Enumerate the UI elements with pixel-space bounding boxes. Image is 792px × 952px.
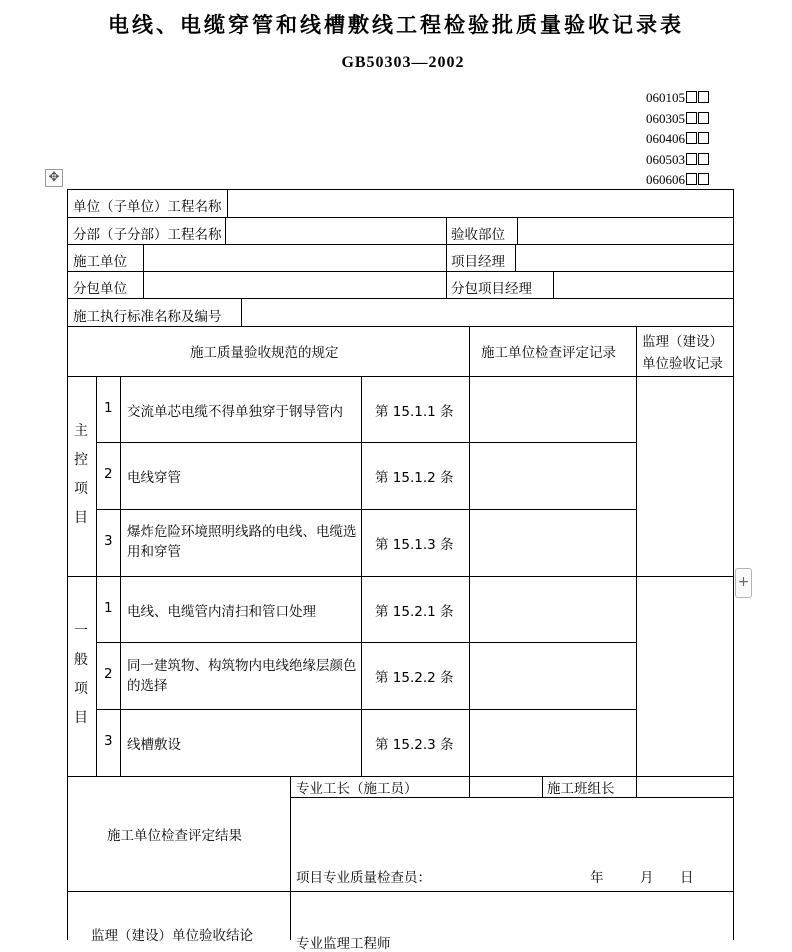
table-rule	[446, 217, 447, 244]
unit-project-label: 单位（子单位）工程名称	[73, 199, 222, 215]
plus-icon[interactable]: +	[735, 568, 752, 598]
construction-unit-label: 施工单位	[73, 254, 127, 270]
date-day: 日	[680, 870, 694, 886]
table-rule	[517, 217, 518, 244]
inspection-part-label: 验收部位	[451, 227, 505, 243]
table-rule	[67, 189, 68, 940]
row-number: 3	[104, 733, 113, 749]
supervisor-engineer-label: 专业监理工程师	[296, 936, 391, 952]
table-rule	[553, 271, 554, 298]
record-code: 060406	[646, 129, 709, 150]
item-description: 交流单芯电缆不得单独穿于钢导管内	[127, 404, 343, 420]
date-year: 年	[590, 870, 604, 886]
row-number: 1	[104, 400, 113, 416]
row-number: 1	[104, 600, 113, 616]
team-leader-label: 施工班组长	[547, 781, 615, 797]
table-rule	[96, 642, 636, 643]
item-description: 线槽敷设	[127, 737, 181, 753]
table-rule	[733, 189, 734, 940]
table-rule	[290, 797, 734, 798]
supervisor-conclusion-label: 监理（建设）单位验收结论	[91, 928, 253, 944]
standard-name-label: 施工执行标准名称及编号	[73, 309, 222, 325]
table-rule	[241, 298, 242, 326]
table-rule	[446, 244, 447, 298]
table-rule	[227, 189, 228, 217]
item-clause: 第 15.1.2 条	[375, 470, 454, 486]
general-items-group-label: 一 般 项 目	[74, 623, 88, 726]
inspector-label: 项目专业质量检查员：	[296, 870, 431, 886]
sub-project-label: 分部（子分部）工程名称	[73, 227, 222, 243]
table-rule	[96, 509, 636, 510]
table-rule	[67, 189, 734, 190]
table-rule	[96, 376, 97, 776]
table-rule	[67, 576, 734, 577]
main-items-group-label: 主 控 项 目	[74, 423, 88, 526]
row-number: 3	[104, 533, 113, 549]
contractor-result-label: 施工单位检查评定结果	[107, 828, 242, 844]
table-rule	[67, 326, 734, 327]
item-clause: 第 15.2.3 条	[375, 737, 454, 753]
item-clause: 第 15.1.1 条	[375, 404, 454, 420]
supervisor-record-header: 单位验收记录	[642, 356, 723, 372]
record-code: 060105	[646, 88, 709, 109]
table-rule	[515, 244, 516, 271]
move-handle-icon[interactable]: ✥	[45, 169, 63, 187]
record-code: 060606	[646, 170, 709, 191]
row-number: 2	[104, 466, 113, 482]
item-description: 电线穿管	[127, 470, 181, 486]
record-code: 060305	[646, 109, 709, 130]
subcontract-manager-label: 分包项目经理	[451, 281, 532, 297]
item-description: 电线、电缆管内清扫和管口处理	[127, 604, 316, 620]
table-rule	[96, 442, 636, 443]
table-rule	[636, 326, 637, 797]
foreman-label: 专业工长（施工员）	[296, 781, 418, 797]
table-rule	[361, 376, 362, 776]
item-clause: 第 15.2.1 条	[375, 604, 454, 620]
subcontract-unit-label: 分包单位	[73, 281, 127, 297]
table-rule	[67, 244, 734, 245]
table-rule	[469, 326, 470, 797]
table-rule	[67, 298, 734, 299]
table-rule	[96, 709, 636, 710]
form-title: 电线、电缆穿管和线槽敷线工程检验批质量验收记录表	[108, 13, 684, 37]
record-code: 060503	[646, 150, 709, 171]
table-rule	[290, 776, 291, 940]
table-rule	[225, 217, 226, 244]
row-number: 2	[104, 666, 113, 682]
date-month: 月	[640, 870, 654, 886]
table-rule	[542, 776, 543, 797]
table-rule	[67, 891, 734, 892]
spec-column-header: 施工质量验收规范的规定	[190, 345, 339, 361]
item-description: 爆炸危险环境照明线路的电线、电缆选用和穿管	[127, 524, 357, 560]
project-manager-label: 项目经理	[451, 254, 505, 270]
table-rule	[67, 271, 734, 272]
item-clause: 第 15.2.2 条	[375, 670, 454, 686]
standard-code: GB50303—2002	[341, 54, 465, 71]
contractor-record-header: 施工单位检查评定记录	[481, 345, 616, 361]
table-rule	[143, 244, 144, 298]
item-clause: 第 15.1.3 条	[375, 537, 454, 553]
table-rule	[120, 376, 121, 776]
supervisor-record-header: 监理（建设）	[642, 334, 723, 350]
item-description: 同一建筑物、构筑物内电线绝缘层颜色的选择	[127, 658, 357, 694]
table-rule	[67, 376, 734, 377]
table-rule	[67, 217, 734, 218]
